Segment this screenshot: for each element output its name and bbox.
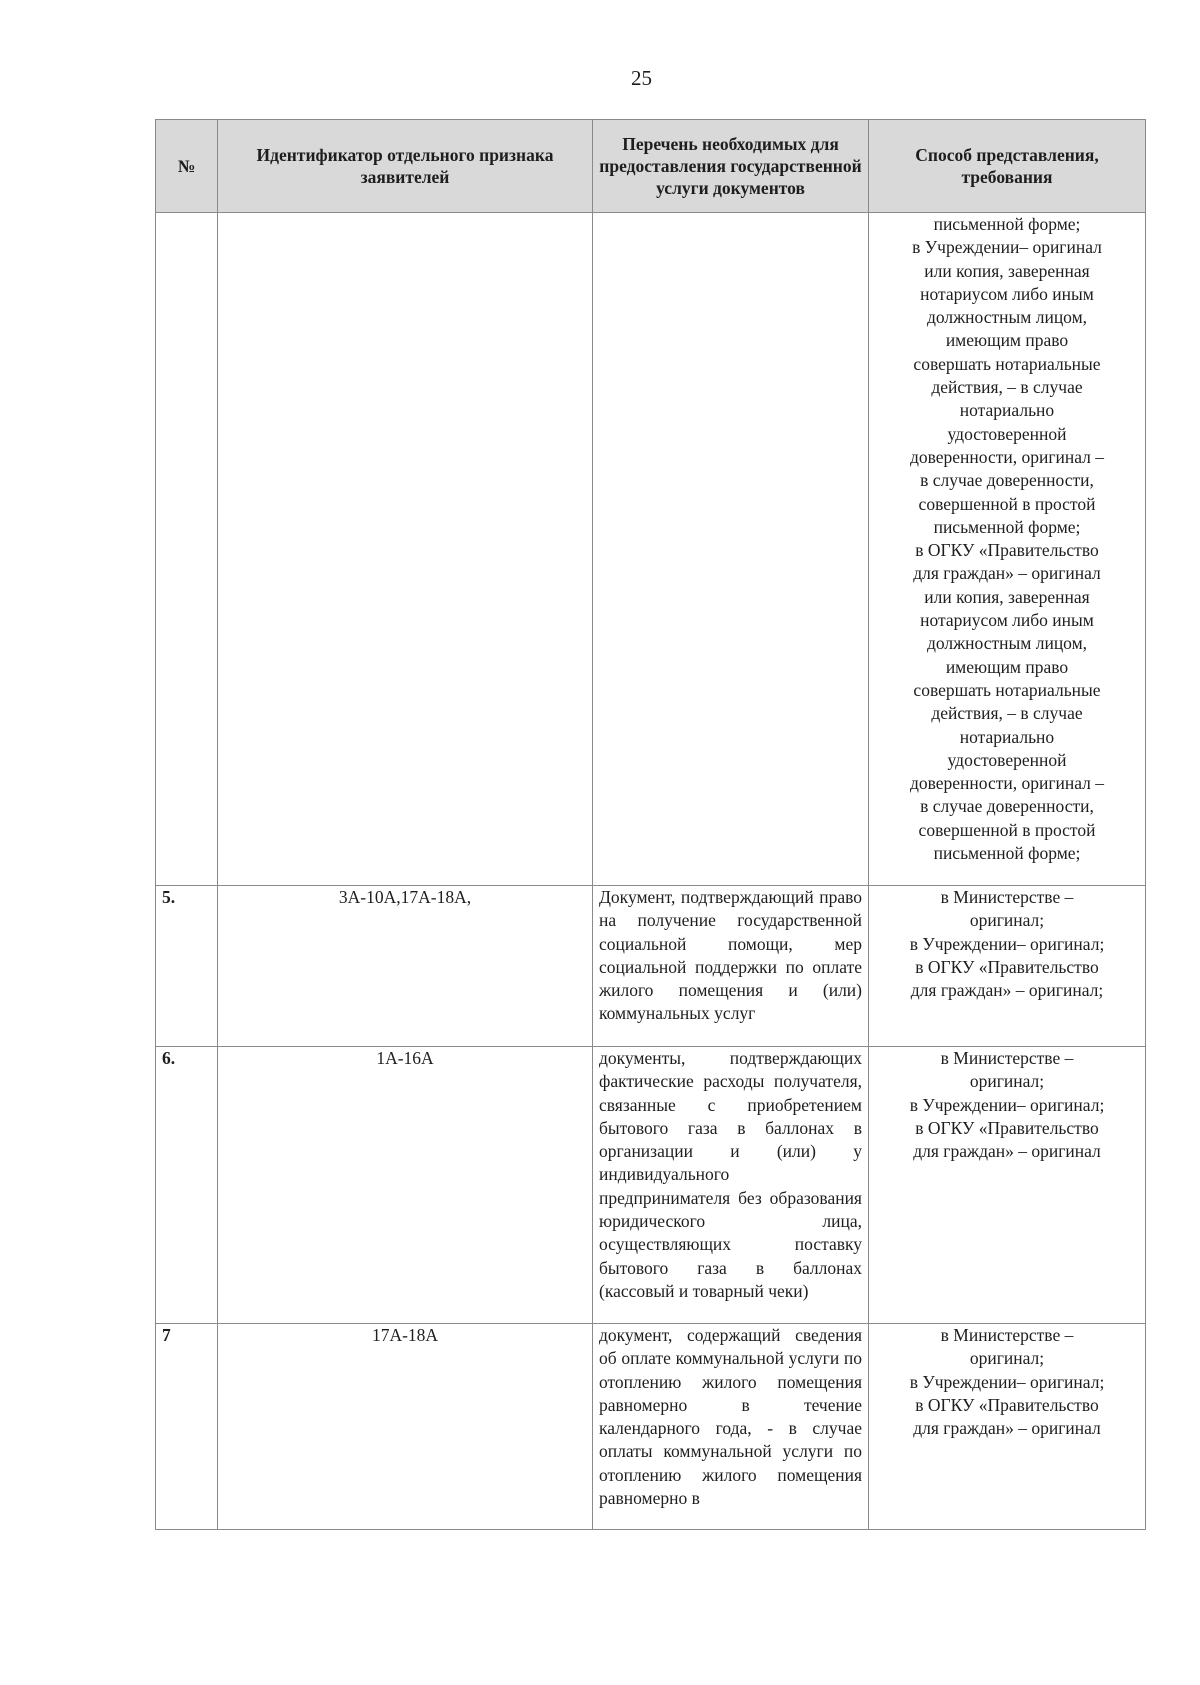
table-row [156,1324,1146,1530]
method-line: в Учреждении– оригинал; [909,1371,1105,1392]
method-line: совершенной в простой [918,493,1096,514]
header-num: № [156,120,218,213]
method-line: нотариусом либо иным [920,610,1094,631]
method-line: или копия, заверенная [924,260,1090,281]
table-header-row [156,120,1146,213]
method-line: удостоверенной [947,749,1067,770]
table-row-continuation [156,213,1146,886]
method-line: письменной форме; [933,214,1081,234]
method-line: для граждан» – оригинал; [910,980,1104,1001]
cell-num [156,213,218,886]
cell-documents: документы, подтверждающих фактические расходы получателя, связанные с приобретением бытового газа в баллонах в организации и (или) у индивидуального предпринимателя без образования юридического лица, осуществляющих поставку бытового газа в баллонах (кассовый и товарный чеки) [593,1047,869,1324]
method-line: в ОГКУ «Правительство [915,956,1099,977]
cell-documents: Документ, подтверждающий право на получение государственной социальной помощи, мер социальной поддержки по оплате жилого помещения и (или) коммунальных услуг [593,886,869,1047]
cell-documents: документ, содержащий сведения об оплате коммунальной услуги по отоплению жилого помещения равномерно в течение календарного года, - в случае оплаты коммунальной услуги по отоплению жилого помещения равномерно в [593,1324,869,1530]
method-line: действия, – в случае [931,703,1083,724]
header-documents: Перечень необходимых для предоставления государственной услуги документов [593,120,869,213]
method-line: совершенной в простой [918,819,1096,840]
cell-documents [593,213,869,886]
method-line: в Учреждении– оригинал; [909,933,1105,954]
method-line: для граждан» – оригинал [913,563,1101,584]
cell-identifier [218,213,593,886]
cell-identifier: 3А-10А,17А-18А, [218,886,593,1047]
cell-num: 6. [156,1047,218,1324]
method-line: в случае доверенности, [920,796,1094,817]
method-line: имеющим право [945,656,1069,677]
method-line: в случае доверенности, [920,470,1094,491]
table-row [156,886,1146,1047]
cell-identifier: 17А-18А [218,1324,593,1530]
method-line: в ОГКУ «Правительство [915,1394,1099,1415]
method-line: в ОГКУ «Правительство [915,1117,1099,1138]
cell-method [869,886,1146,1047]
cell-method [869,213,1146,886]
method-line: доверенности, оригинал – [909,446,1105,467]
method-line: письменной форме; [933,843,1081,864]
header-method: Способ представления, требования [869,120,1146,213]
method-line: в Министерстве – [940,1048,1074,1068]
method-line: в Учреждении– оригинал; [909,1094,1105,1115]
method-line: удостоверенной [947,423,1067,444]
method-line: в Министерстве – [940,887,1074,907]
method-line: в Учреждении– оригинал [912,237,1102,258]
method-line: действия, – в случае [931,377,1083,398]
cell-method [869,1324,1146,1530]
header-identifier: Идентификатор отдельного признака заявителей [218,120,593,213]
method-line: должностным лицом, [926,633,1088,654]
method-line: или копия, заверенная [924,586,1090,607]
method-line: нотариально [959,400,1055,421]
cell-method [869,1047,1146,1324]
cell-num: 5. [156,886,218,1047]
documents-table [155,119,1146,1530]
cell-identifier: 1А-16А [218,1047,593,1324]
method-line: для граждан» – оригинал [913,1418,1101,1439]
method-line: нотариусом либо иным [920,283,1094,304]
table-row [156,1047,1146,1324]
page-number: 25 [631,66,652,90]
method-line: оригинал; [969,1348,1045,1369]
method-line: письменной форме; [933,516,1081,537]
method-line: имеющим право [945,330,1069,351]
method-line: в Министерстве – [940,1325,1074,1345]
method-line: оригинал; [969,910,1045,931]
method-line: совершать нотариальные [913,679,1101,700]
method-line: должностным лицом, [926,307,1088,328]
method-line: оригинал; [969,1071,1045,1092]
method-line: совершать нотариальные [913,353,1101,374]
method-line: в ОГКУ «Правительство [915,540,1099,561]
method-line: нотариально [959,726,1055,747]
cell-num: 7 [156,1324,218,1530]
method-line: доверенности, оригинал – [909,773,1105,794]
method-line: для граждан» – оригинал [913,1141,1101,1162]
